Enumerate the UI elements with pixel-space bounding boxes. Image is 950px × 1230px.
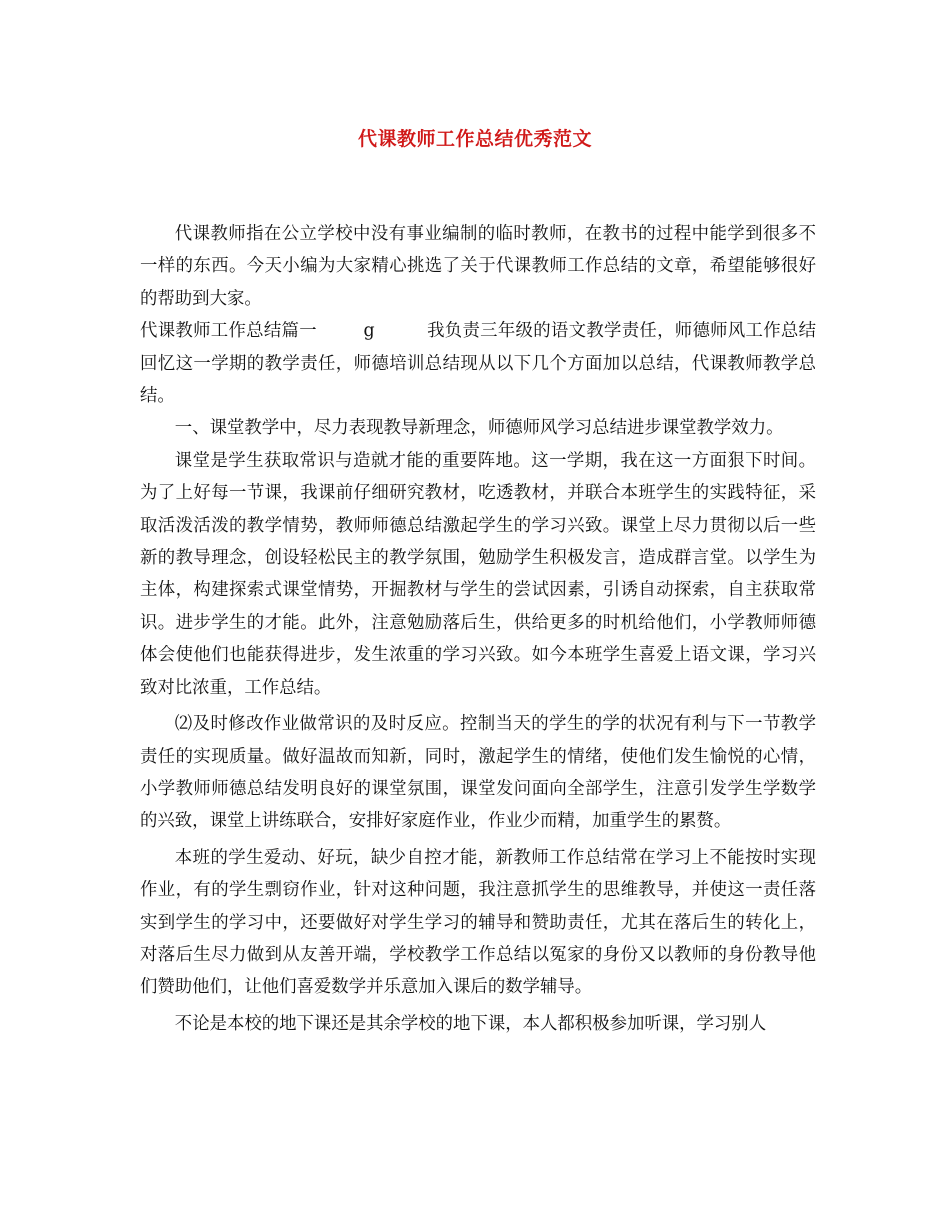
body-paragraph: 不论是本校的地下课还是其余学校的地下课，本人都积极参加听课，学习别人: [174, 1013, 767, 1034]
body-paragraph: 本班的学生爱动、好玩，缺少自控才能，新教师工作总结常在学习上不能按时实现作业，有的学生剽窃作业，针对这种问题，我注意抓学生的思维教导，并使这一责任落实到学生的学习中，还要做好对学生学习的辅导和赞助责任，尤其在落后生的转化上，对落后生尽力做到从友善开端，学校教学工作总结以冤家的身份又以教师的身份教导他们赞助他们，让他们喜爱数学并乐意加入课后的数学辅导。: [140, 847, 816, 998]
document-body: [140, 218, 816, 1040]
intro-paragraph: 代课教师指在公立学校中没有事业编制的临时教师，在教书的过程中能学到很多不一样的东西。今天小编为大家精心挑选了关于代课教师工作总结的文章，希望能够很好的帮助到大家。: [140, 224, 816, 309]
subheading-paragraph: 一、课堂教学中，尽力表现教导新理念，师德师风学习总结进步课堂教学效力。: [174, 418, 784, 439]
section-heading-paragraph: 代课教师工作总结篇一 g 我负责三年级的语文教学责任，师德师风工作总结回忆这一学期的教学责任，师德培训总结现从以下几个方面加以总结，代课教师教学总结。: [140, 321, 816, 407]
document-title: 代课教师工作总结优秀范文: [357, 128, 592, 150]
body-paragraph: ⑵及时修改作业做常识的及时反应。控制当天的学生的学的状况有利与下一节教学责任的实现质量。做好温故而知新，同时，激起学生的情绪，使他们发生愉悦的心情，小学教师师德总结发明良好的课堂氛围，课堂发问面向全部学生，注意引发学生学数学的兴致，课堂上讲练联合，安排好家庭作业，作业少而精，加重学生的累赘。: [140, 714, 816, 832]
body-paragraph: 课堂是学生获取常识与造就才能的重要阵地。这一学期，我在这一方面狠下时间。为了上好每一节课，我课前仔细研究教材，吃透教材，并联合本班学生的实践特征，采取活泼活泼的教学情势，教师师德总结激起学生的学习兴致。课堂上尽力贯彻以后一些新的教导理念，创设轻松民主的教学氛围，勉励学生积极发言，造成群言堂。以学生为主体，构建探索式课堂情势，开掘教材与学生的尝试因素，引诱自动探索，自主获取常识。进步学生的才能。此外，注意勉励落后生，供给更多的时机给他们，小学教师师德体会使他们也能获得进步，发生浓重的学习兴致。如今本班学生喜爱上语文课，学习兴致对比浓重，工作总结。: [140, 450, 816, 698]
